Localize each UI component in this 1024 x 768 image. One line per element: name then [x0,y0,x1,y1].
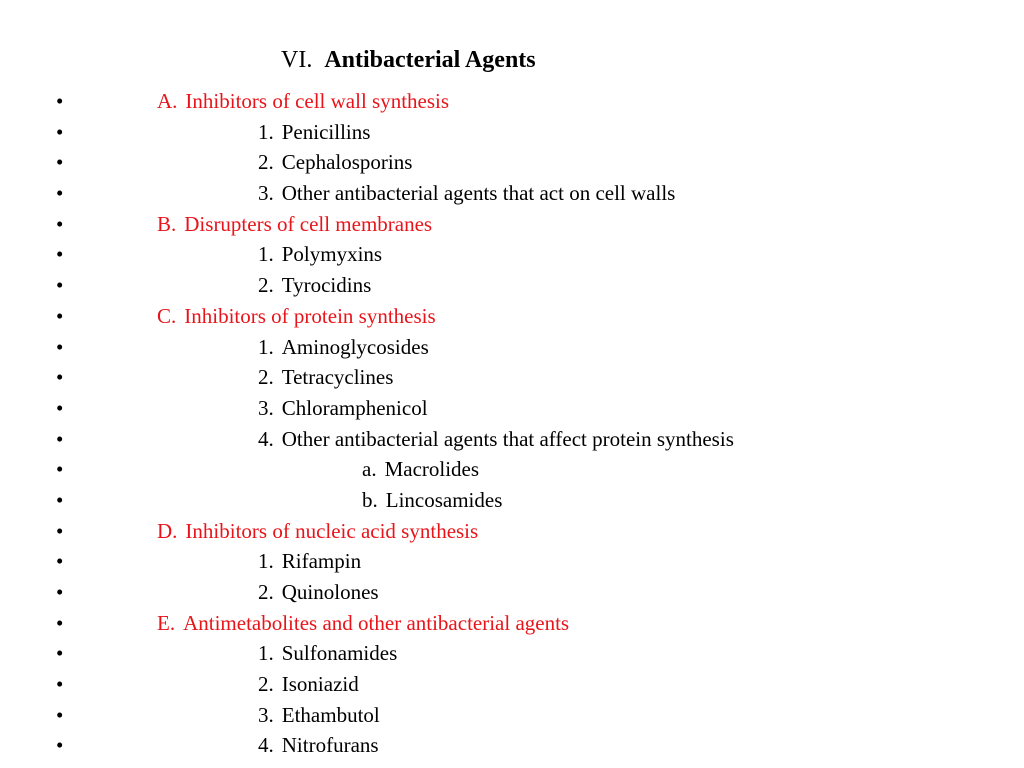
bullet-icon: • [56,365,64,390]
bullet-icon: • [56,303,64,328]
outline-label: Disrupters of cell membranes [184,211,433,236]
outline-label: Isoniazid [281,672,359,697]
outline-item-row [0,117,1024,148]
outline-item-row [0,393,1024,424]
bullet-icon: • [56,334,64,359]
section-heading-row [0,86,1024,117]
bullet-icon: • [56,181,64,206]
outline-entry [157,301,436,332]
outline-entry [258,577,379,608]
outline-marker: 1. [258,549,274,574]
outline-marker: 2. [258,365,274,390]
bullet-icon: • [56,242,64,267]
bullet-icon: • [56,89,64,113]
outline-entry [258,362,393,393]
outline-subitem-row [0,454,1024,485]
bullet-icon: • [56,580,64,604]
section-heading-row [0,209,1024,240]
bullet-icon: • [56,426,64,451]
bullet-icon: • [56,273,64,298]
outline-entry [258,424,734,455]
outline-label: Inhibitors of cell wall synthesis [185,89,450,113]
outline-label: Other antibacterial agents that affect protein synthesis [281,426,734,451]
outline-entry [258,638,397,669]
outline-item-row [0,239,1024,270]
bullet-icon: • [56,610,64,635]
section-heading-row [0,516,1024,547]
outline-label: Aminoglycosides [281,334,429,359]
outline-entry [258,117,370,148]
outline-label: Other antibacterial agents that act on cell walls [281,181,676,206]
outline-label: Inhibitors of nucleic acid synthesis [185,518,479,543]
outline-item-row [0,178,1024,209]
outline-marker: a. [362,457,377,482]
outline-label: Antimetabolites and other antibacterial agents [183,610,570,635]
outline-marker: C. [157,303,177,328]
bullet-icon: • [56,150,64,175]
outline-entry [157,86,449,117]
bullet-icon: • [56,641,64,666]
outline-marker: 2. [258,150,274,175]
outline-label: Inhibitors of protein synthesis [184,303,436,328]
outline-entry [258,730,379,761]
outline-marker: E. [157,610,176,635]
bullet-icon: • [56,487,64,512]
outline-entry [258,178,675,209]
outline-item-row [0,577,1024,608]
outline-entry [157,608,569,639]
outline-label: Penicillins [281,119,371,144]
outline-label: Macrolides [384,457,480,482]
bullet-icon: • [56,119,64,144]
outline-label: Quinolones [281,580,379,604]
outline-marker: 1. [258,641,274,666]
outline-item-row [0,700,1024,731]
section-heading-row [0,301,1024,332]
outline-marker: 2. [258,273,274,298]
outline-item-row [0,669,1024,700]
outline-label: Tetracyclines [281,365,394,390]
outline-label: Polymyxins [281,242,383,267]
outline-marker: 1. [258,119,274,144]
outline-entry [258,147,412,178]
outline-marker: B. [157,211,177,236]
outline-item-row [0,730,1024,761]
section-heading-row [0,608,1024,639]
outline-list [0,86,1024,761]
outline-label: Lincosamides [385,487,503,512]
bullet-icon: • [56,733,64,758]
outline-label: Ethambutol [281,702,380,727]
outline-entry [258,669,359,700]
outline-entry [362,454,479,485]
outline-subitem-row [0,485,1024,516]
outline-marker: 1. [258,334,274,359]
outline-item-row [0,546,1024,577]
outline-item-row [0,362,1024,393]
outline-marker: 2. [258,672,274,697]
bullet-icon: • [56,211,64,236]
outline-entry [258,270,371,301]
outline-marker: 3. [258,395,274,420]
outline-marker: D. [157,518,178,543]
outline-item-row [0,270,1024,301]
bullet-icon: • [56,549,64,574]
outline-entry [258,332,429,363]
title-text: Antibacterial Agents [324,47,536,73]
outline-item-row [0,424,1024,455]
outline-label: Nitrofurans [281,733,379,758]
bullet-icon: • [56,702,64,727]
outline-entry [157,516,478,547]
outline-marker: 3. [258,702,274,727]
outline-label: Sulfonamides [281,641,398,666]
bullet-icon: • [56,672,64,697]
bullet-icon: • [56,518,64,543]
outline-entry [258,546,361,577]
outline-item-row [0,638,1024,669]
outline-label: Cephalosporins [281,150,413,175]
outline-marker: 4. [258,426,274,451]
outline-item-row [0,332,1024,363]
outline-marker: 2. [258,580,274,604]
outline-entry [157,209,432,240]
outline-marker: b. [362,487,378,512]
title-number: VI. [281,47,313,73]
outline-entry [258,393,428,424]
outline-label: Rifampin [281,549,362,574]
bullet-icon: • [56,395,64,420]
outline-item-row [0,147,1024,178]
outline-marker: A. [157,89,178,113]
outline-entry [258,239,382,270]
outline-entry [258,700,380,731]
outline-entry [362,485,502,516]
outline-marker: 4. [258,733,274,758]
bullet-icon: • [56,457,64,482]
outline-marker: 3. [258,181,274,206]
page-title [281,44,536,76]
outline-label: Tyrocidins [281,273,372,298]
outline-marker: 1. [258,242,274,267]
outline-label: Chloramphenicol [281,395,428,420]
